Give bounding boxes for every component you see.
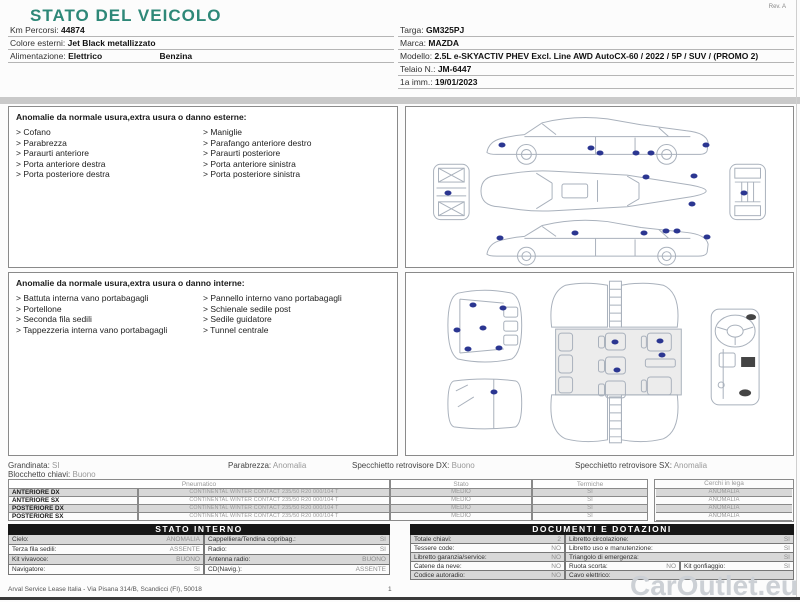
targa-label: Targa: [400,25,424,35]
targa-value: GM325PJ [426,25,465,35]
damage-marker [469,303,476,308]
kv-label: Libretto garanzia/service: [414,553,487,561]
kv-value: SI [783,544,790,552]
cerchi-cell: ANOMALIA [656,513,792,521]
info-row-alimentazione [8,50,394,63]
marca-value: MAZDA [428,38,460,48]
exterior-anomalies-box [8,106,398,268]
kv-cell [565,535,794,544]
kv-value: NO [551,553,561,561]
damage-marker [641,231,648,236]
cerchi-cells [655,489,793,521]
tire-position: ANTERIORE SX [8,497,138,505]
damage-marker [571,231,578,236]
damage-marker [741,190,748,195]
anomaly-item: > Seconda fila sedili [16,314,203,325]
cerchi-subtable [654,479,794,522]
anomaly-item: > Portellone [16,304,203,315]
kv-label: Cappelliera/Tendina copribag.: [208,536,296,543]
kv-value: SI [783,562,790,570]
kv-cell [565,553,794,562]
kv-label: Tessere code: [414,544,455,552]
damage-marker [490,390,497,395]
damage-marker [657,339,664,344]
modello-value: 2.5L e-SKYACTIV PHEV Excl. Line AWD AutoCX-60 / 2022 / 5P / SUV / (PROMO 2) [434,51,759,61]
kv-value: SI [193,566,200,573]
kv-label: CD(Navig.): [208,566,242,573]
watermark: CarOutlet.eu [629,570,798,601]
interior-anomalies-col2 [203,293,390,335]
anomaly-item: > Tappezzeria interna vano portabagagli [16,325,203,336]
exterior-anomalies-col1 [16,127,203,180]
kv-label: Kit vivavoce: [12,556,49,563]
separator-band [0,97,800,104]
grandinata-label: Grandinata: [8,461,50,470]
telaio-label: Telaio N.: [400,64,436,74]
kv-label: Ruota scorta: [569,562,608,570]
page-title: STATO DEL VEICOLO [30,6,222,25]
vehicle-info-right [398,24,794,89]
kv-cell [204,565,390,575]
tire-row [8,505,648,513]
anomaly-item: > Porta posteriore destra [16,169,203,180]
kv-label: Libretto uso e manutenzione: [569,544,653,552]
tire-spec: CONTINENTAL WINTER CONTACT 235/50 R20 000/104 T [138,505,390,513]
summary-specchietto-sx [575,461,707,470]
kv-value: ASSENTE [355,566,386,573]
col-header-termiche: Termiche [532,479,648,489]
anomaly-item: > Schienale sedile post [203,304,390,315]
right-edge [796,0,797,600]
col-header-stato: Stato [390,479,532,489]
kv-label: Catene da neve: [414,562,462,570]
km-label: Km Percorsi: [10,25,59,35]
colore-value: Jet Black metallizzato [67,38,156,48]
kv-cell [410,535,565,544]
specchietto-dx-value: Buono [451,461,475,470]
documenti-header: DOCUMENTI E DOTAZIONI [410,524,794,535]
tire-table [8,479,794,522]
stato-interno-row [8,535,390,545]
kv-cell [410,571,565,580]
documenti-row [410,544,794,553]
documenti-row [410,553,794,562]
damage-marker [453,327,460,332]
kv-cell [8,565,204,575]
damage-marker [464,347,471,352]
kv-label: Navigatore: [12,566,46,573]
damage-marker [499,305,506,310]
kv-cell [204,555,390,565]
kv-value: SI [379,546,386,553]
tire-position: ANTERIORE DX [8,489,138,497]
tire-termiche: SI [532,489,648,497]
kv-value: ASSENTE [169,546,200,553]
kv-cell [410,553,565,562]
anomaly-item: > Porta anteriore destra [16,159,203,170]
modello-label: Modello: [400,51,433,61]
interior-anomalies-title: Anomalie da normale usura,extra usura o danno interne: [16,278,245,288]
kv-value: SI [783,553,790,561]
damage-marker [613,368,620,373]
kv-label: Totale chiavi: [414,535,452,543]
kv-value: NO [551,544,561,552]
kv-cell [410,562,565,571]
documenti-row [410,535,794,544]
kv-cell [8,555,204,565]
exterior-car-diagram [406,107,793,267]
tire-stato: MEDIO [390,505,532,513]
kv-label: Codice autoradio: [414,571,465,579]
cerchi-cell: ANOMALIA [656,497,792,505]
damage-marker [479,325,486,330]
damage-marker [663,229,670,234]
exterior-anomalies-col2 [203,127,390,180]
kv-label: Kit gonfiaggio: [684,562,726,570]
tire-stato: MEDIO [390,497,532,505]
tire-row [8,513,648,521]
revision-label: Rev. A [768,4,786,10]
anomaly-item: > Cofano [16,127,203,138]
tire-stato: MEDIO [390,489,532,497]
tire-rows [8,489,648,521]
specchietto-sx-label: Specchietto retrovisore SX: [575,461,672,470]
damage-marker [689,201,696,206]
tire-row [8,497,648,505]
summary-specchietto-dx [352,461,475,470]
cerchi-cell: ANOMALIA [656,489,792,497]
kv-cell [204,535,390,545]
kv-value: SI [783,535,790,543]
anomaly-item: > Porta anteriore sinistra [203,159,390,170]
stato-interno-row [8,545,390,555]
summary-grandinata [8,461,60,470]
info-row-km [8,24,394,37]
interior-anomalies-col1 [16,293,203,335]
anomaly-item: > Sedile guidatore [203,314,390,325]
damage-marker [648,151,655,156]
damage-marker [444,190,451,195]
kv-value: BUONO [362,556,386,563]
interior-car-diagram [406,273,793,455]
kv-label: Libretto circolazione: [569,535,629,543]
anomaly-item: > Parafango anteriore destro [203,138,390,149]
imm-value: 19/01/2023 [434,77,478,87]
tire-termiche: SI [532,505,648,513]
imm-label: 1a imm.: [400,77,433,87]
info-row-imm [398,76,794,89]
kv-label: Antenna radio: [208,556,251,563]
kv-cell [8,545,204,555]
interior-anomalies-box [8,272,398,456]
anomaly-item: > Battuta interna vano portabagagli [16,293,203,304]
specchietto-sx-value: Anomalia [673,461,708,470]
tire-row [8,489,648,497]
footer-company: Arval Service Lease Italia - Via Pisana 314/B, Scandicci (FI), 50018 [8,586,202,593]
blocchetto-value: Buono [72,470,96,479]
specchietto-dx-label: Specchietto retrovisore DX: [352,461,450,470]
damage-marker [703,142,710,147]
damage-marker [495,345,502,350]
page-number: 1 [388,586,392,593]
marca-label: Marca: [400,38,426,48]
kv-label: Cielo: [12,536,29,543]
anomaly-item: > Porta posteriore sinistra [203,169,390,180]
info-row-colore [8,37,394,50]
col-header-cerchi: Cerchi in lega [655,480,793,489]
telaio-value: JM-6447 [437,64,472,74]
tire-stato: MEDIO [390,513,532,521]
kv-label: Terza fila sedili: [12,546,57,553]
alimentazione-value-2: Benzina [159,51,193,61]
damage-marker [588,146,595,151]
anomaly-item: > Parabrezza [16,138,203,149]
kv-cell [410,544,565,553]
tire-spec: CONTINENTAL WINTER CONTACT 235/50 R20 000/104 T [138,489,390,497]
alimentazione-label: Alimentazione: [10,51,66,61]
colore-label: Colore esterni: [10,38,66,48]
kv-cell [204,545,390,555]
kv-cell [8,535,204,545]
kv-value: NO [666,562,676,570]
summary-blocchetto [8,470,96,479]
kv-value: 2 [557,535,561,543]
tire-termiche: SI [532,497,648,505]
info-row-telaio [398,63,794,76]
damage-marker [691,174,698,179]
kv-value: SI [379,536,386,543]
kv-label: Cavo elettrico: [569,571,611,579]
tire-spec: CONTINENTAL WINTER CONTACT 235/50 R20 000/104 T [138,497,390,505]
cerchi-cell: ANOMALIA [656,505,792,513]
damage-marker [633,151,640,156]
kv-label: Triangolo di emergenza: [569,553,639,561]
anomaly-item: > Paraurti anteriore [16,148,203,159]
kv-value: BUONO [176,556,200,563]
stato-interno-row [8,555,390,565]
damage-marker [496,236,503,241]
tire-termiche: SI [532,513,648,521]
blocchetto-label: Blocchetto chiavi: [8,470,71,479]
anomaly-item: > Maniglie [203,127,390,138]
vehicle-info-left [8,24,394,63]
stato-interno-header: STATO INTERNO [8,524,390,535]
car-interior-drawing [406,273,793,455]
tire-spec: CONTINENTAL WINTER CONTACT 235/50 R20 000/104 T [138,513,390,521]
info-row-targa [398,24,794,37]
tire-position: POSTERIORE SX [8,513,138,521]
summary-parabrezza [228,461,306,470]
damage-marker [596,151,603,156]
info-row-modello [398,50,794,63]
parabrezza-value: Anomalia [272,461,307,470]
damage-marker [673,229,680,234]
damage-marker [611,339,618,344]
damage-marker [642,175,649,180]
stato-interno-row [8,565,390,575]
tire-table-header [8,479,648,489]
kv-value: NO [551,562,561,570]
tire-position: POSTERIORE DX [8,505,138,513]
info-row-marca [398,37,794,50]
car-exterior-drawing [406,107,793,267]
grandinata-value: SI [52,461,60,470]
kv-label: Radio: [208,546,227,553]
col-header-pneumatico: Pneumatico [8,479,390,489]
anomaly-item: > Tunnel centrale [203,325,390,336]
km-value: 44874 [61,25,85,35]
alimentazione-value-1: Elettrico [68,51,103,61]
stato-interno-rows [8,535,390,575]
exterior-diagram-box [405,106,794,268]
stato-interno-table [8,524,390,575]
damage-marker [704,235,711,240]
exterior-anomalies-title: Anomalie da normale usura,extra usura o danno esterne: [16,112,247,122]
parabrezza-label: Parabrezza: [228,461,272,470]
kv-cell [565,544,794,553]
interior-diagram-box [405,272,794,456]
damage-marker [659,353,666,358]
anomaly-item: > Pannello interno vano portabagagli [203,293,390,304]
damage-marker [498,142,505,147]
kv-value: ANOMALIA [166,536,200,543]
anomaly-item: > Paraurti posteriore [203,148,390,159]
kv-value: NO [551,571,561,579]
